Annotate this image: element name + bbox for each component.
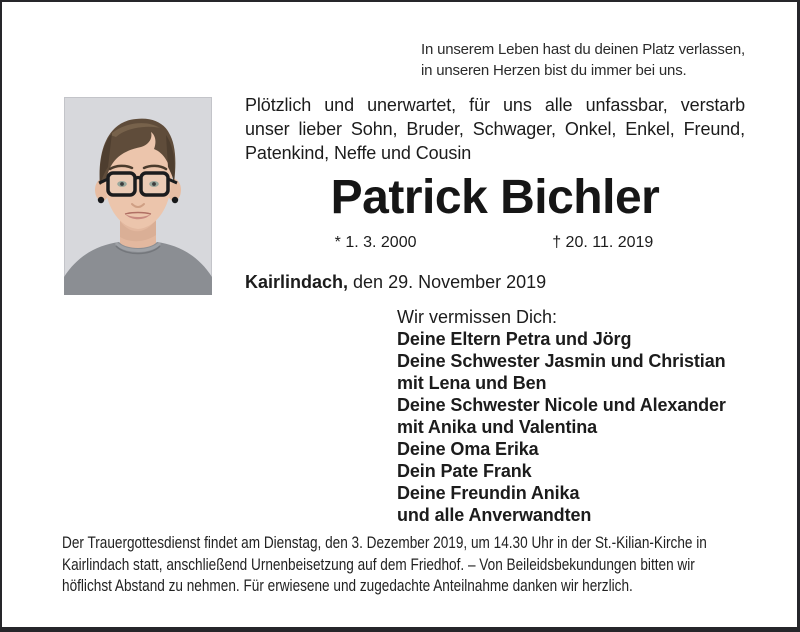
mourner-line: Deine Oma Erika <box>397 439 539 459</box>
birth-date: * 1. 3. 2000 <box>334 234 417 251</box>
memorial-quote-line: In unserem Leben hast du deinen Platz verlassen, <box>421 41 745 58</box>
portrait-photo-illustration <box>64 97 212 295</box>
intro-line: Plötzlich und unerwartet, für uns alle unfassbar, verstarb <box>245 95 745 115</box>
mourner-line: Deine Schwester Nicole und Alexander <box>397 395 726 415</box>
memorial-quote-line: in unseren Herzen bist du immer bei uns. <box>421 62 687 79</box>
mourner-line: und alle Anverwandten <box>397 505 592 525</box>
funeral-info-line: Der Trauergottesdienst findet am Dienstag, den 3. Dezember 2019, um 14.30 Uhr in der St.-Kilian-Kirche in <box>62 533 707 552</box>
death-date: † 20. 11. 2019 <box>552 234 654 251</box>
mourners-heading: Wir vermissen Dich: <box>397 307 558 327</box>
main-column <box>245 93 745 293</box>
funeral-info-line: höflichst Abstand zu nehmen. Für erwiesene und zugedachte Anteilnahme danken wir herzlich. <box>62 576 633 595</box>
mourner-line: Deine Eltern Petra und Jörg <box>397 329 632 349</box>
mourner-line: Deine Schwester Jasmin und Christian <box>397 351 726 371</box>
dateline <box>245 271 745 293</box>
life-dates <box>331 233 660 253</box>
funeral-info-line: Kairlindach statt, anschließend Urnenbeisetzung auf dem Friedhof. – Von Beileidsbekundungen bitten wir <box>62 554 695 574</box>
mourner-line: Deine Freundin Anika <box>397 483 580 503</box>
mourners-section <box>397 306 726 526</box>
intro-line: Patenkind, Neffe und Cousin <box>245 143 472 163</box>
dateline-date: den 29. November 2019 <box>348 272 547 292</box>
funeral-info <box>62 532 739 597</box>
portrait-photo <box>64 97 212 295</box>
deceased-name: Patrick Bichler <box>330 171 660 224</box>
mourner-line: mit Anika und Valentina <box>397 417 598 437</box>
memorial-quote <box>421 39 745 81</box>
mourner-line: Dein Pate Frank <box>397 461 532 481</box>
name-block <box>245 173 745 253</box>
dateline-place: Kairlindach, <box>245 272 349 292</box>
intro-line: unser lieber Sohn, Bruder, Schwager, Onkel, Enkel, Freund, <box>245 119 745 139</box>
mourner-line: mit Lena und Ben <box>397 373 547 393</box>
intro-paragraph <box>245 93 745 165</box>
